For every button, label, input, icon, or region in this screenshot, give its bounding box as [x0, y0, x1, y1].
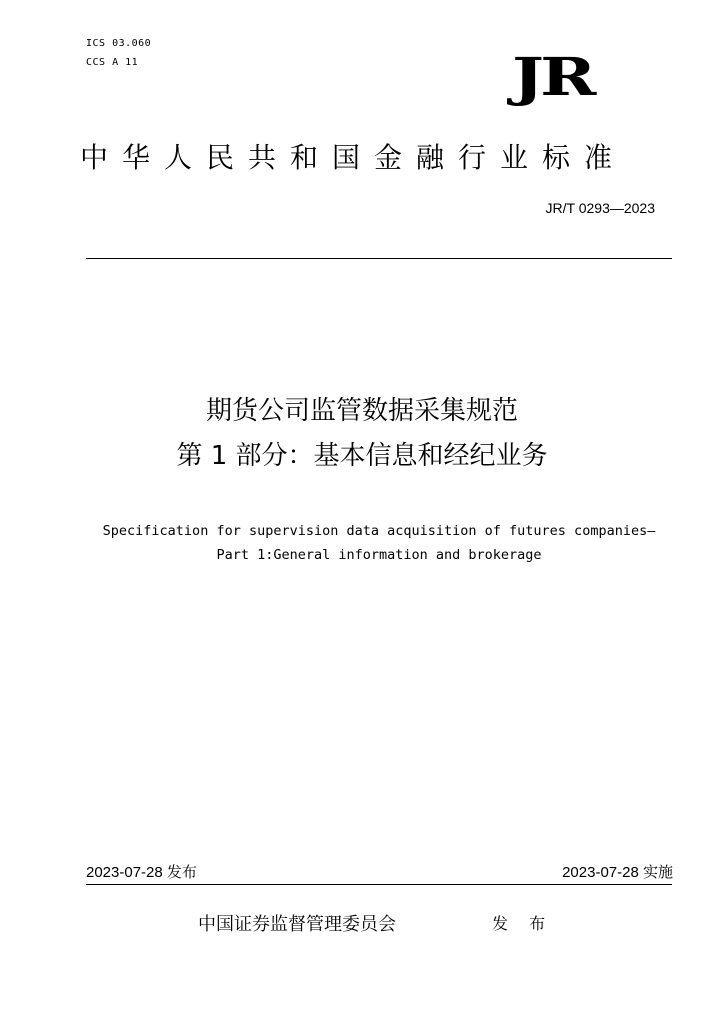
english-title-line-2: Part 1:General information and brokerage	[216, 547, 542, 563]
issue-label: 发 布	[492, 914, 554, 933]
bottom-divider	[86, 884, 672, 885]
chinese-title-line-1: 期货公司监管数据采集规范	[205, 396, 518, 426]
chinese-title-line-2: 第 1 部分：基本信息和经纪业务	[176, 441, 548, 471]
standard-number: JR/T 0293—2023	[545, 200, 655, 216]
english-title-line-1: Specification for supervision data acquisition of futures companies—	[102, 523, 656, 539]
issue-date: 2023-07-28 发布	[86, 864, 197, 881]
top-divider	[86, 258, 672, 259]
ics-code: ICS 03.060	[86, 38, 152, 49]
industry-standard-title: 中华人民共和国金融行业标准	[80, 141, 627, 174]
jr-logo: JR	[512, 47, 593, 108]
issuing-authority: 中国证券监督管理委员会	[198, 914, 396, 935]
implementation-date: 2023-07-28 实施	[562, 864, 673, 881]
ccs-code: CCS A 11	[86, 57, 139, 68]
